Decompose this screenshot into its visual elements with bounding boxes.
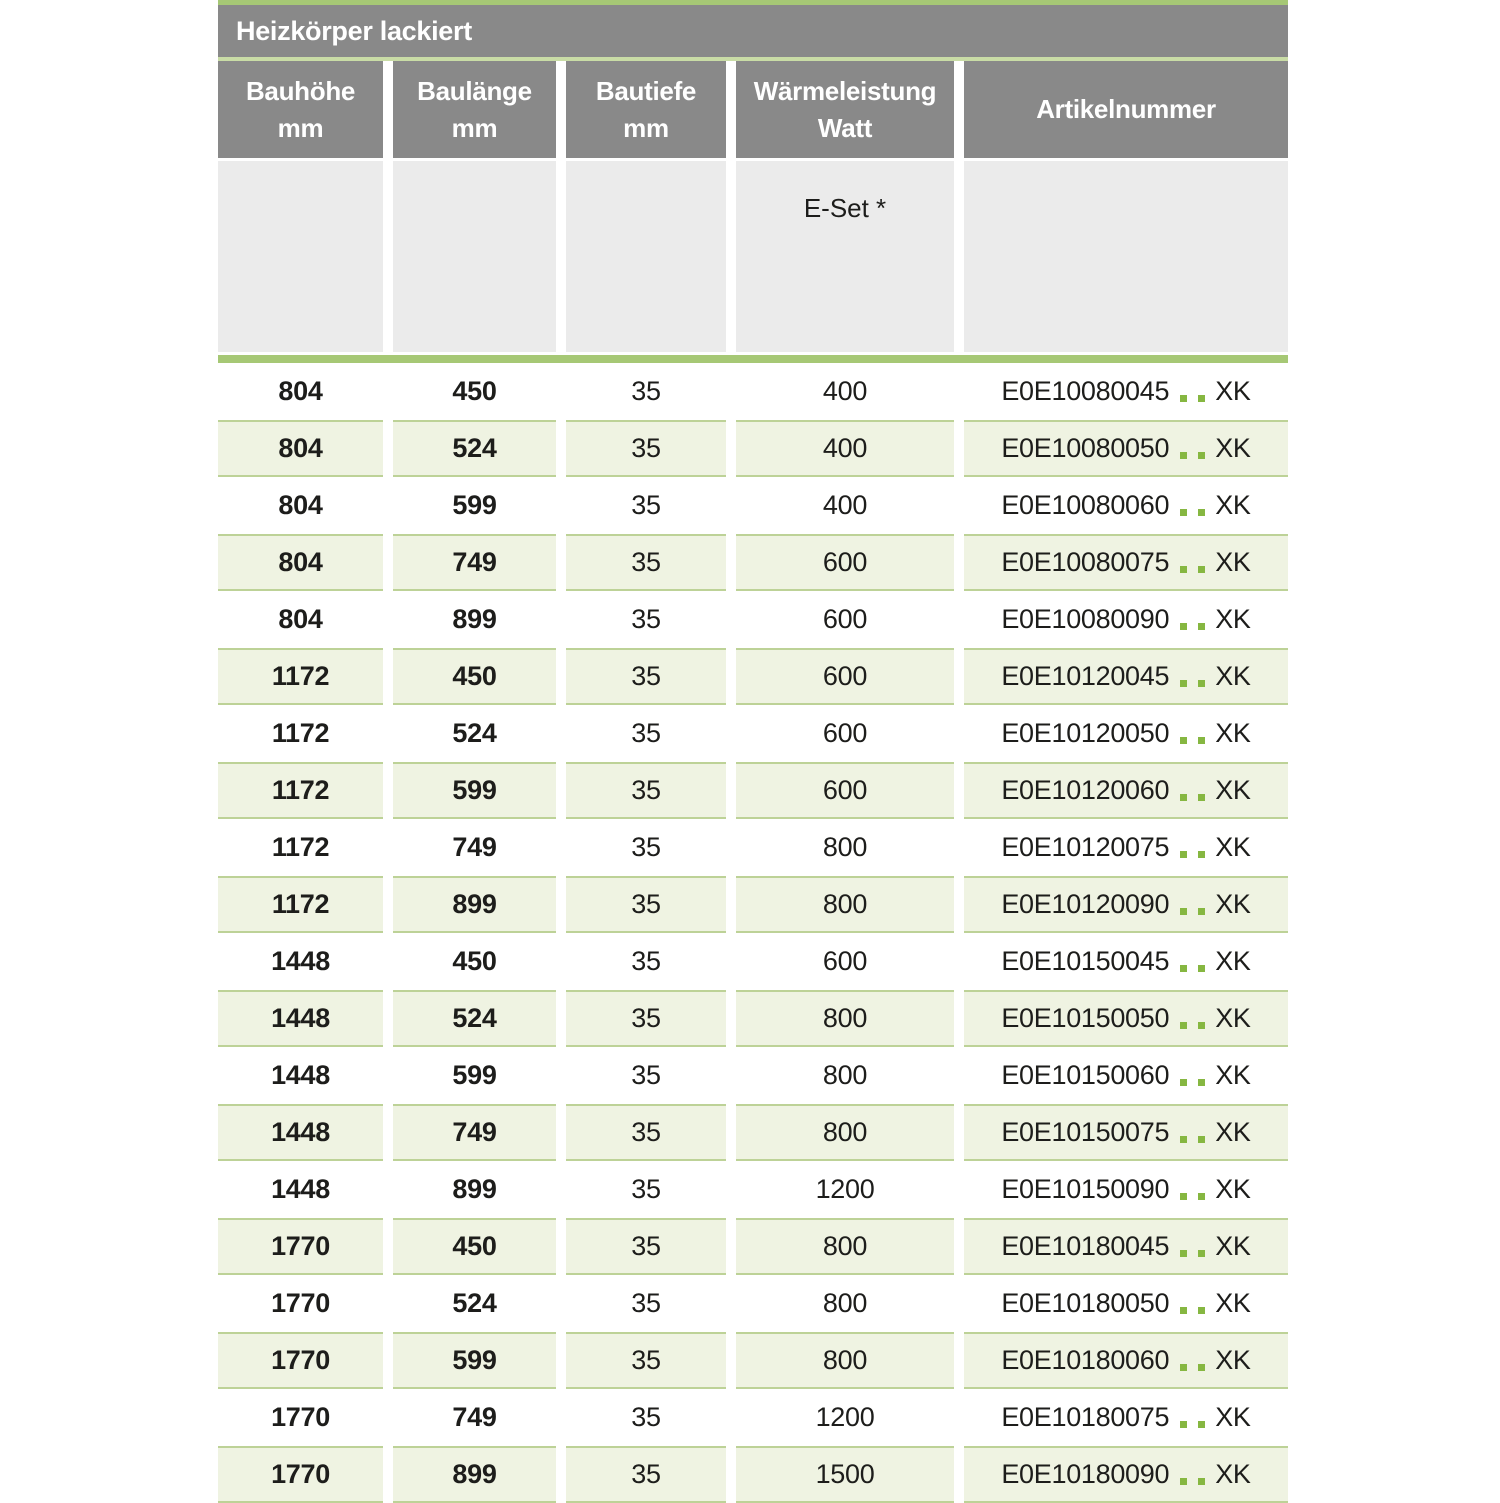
cell-bautiefe: 35 — [631, 604, 661, 634]
cell-baulaenge: 450 — [452, 376, 497, 406]
cell-baulaenge: 749 — [452, 1402, 497, 1432]
cell-baulaenge: 749 — [393, 1104, 556, 1161]
cell-watt: 600 — [822, 946, 868, 976]
cell-baulaenge: 450 — [393, 648, 556, 705]
artikelnummer-suffix: XK — [1215, 832, 1251, 862]
cell-artikelnummer — [964, 762, 1288, 819]
artikelnummer-suffix: XK — [1215, 718, 1251, 748]
artikelnummer-prefix: E0E10150090 — [1001, 1174, 1170, 1204]
artikelnummer-suffix: XK — [1215, 946, 1251, 976]
artikelnummer-suffix: XK — [1215, 661, 1251, 691]
cell-bauhoehe: 1172 — [218, 876, 383, 933]
subheader-cell-waermeleistung — [736, 161, 954, 352]
green-dot-icon — [1180, 1478, 1187, 1485]
green-dot-icon — [1180, 395, 1187, 402]
green-dot-icon — [1180, 1307, 1187, 1314]
cell-baulaenge: 599 — [393, 1332, 556, 1389]
green-dot-icon — [1198, 452, 1205, 459]
green-dot-icon — [1180, 1250, 1187, 1257]
cell-watt: 600 — [736, 762, 954, 819]
cell-bautiefe: 35 — [566, 420, 726, 477]
column-header-bautiefe — [566, 61, 726, 158]
subheader-cell-artikelnummer — [964, 161, 1288, 352]
table-row — [218, 1332, 1288, 1389]
column-header-waermeleistung — [736, 61, 954, 158]
artikelnummer-suffix: XK — [1215, 490, 1251, 520]
green-dot-icon — [1198, 1307, 1205, 1314]
artikelnummer-suffix: XK — [1215, 376, 1251, 406]
green-dot-icon — [1198, 1364, 1205, 1371]
cell-baulaenge: 524 — [393, 420, 556, 477]
column-header-label: Baulänge — [417, 75, 532, 106]
cell-watt: 1200 — [815, 1402, 875, 1432]
green-dot-icon — [1198, 395, 1205, 402]
cell-bauhoehe: 1172 — [271, 832, 330, 862]
table-row — [218, 990, 1288, 1047]
cell-bautiefe: 35 — [566, 762, 726, 819]
subheader-cell-bautiefe — [566, 161, 726, 352]
cell-watt: 800 — [736, 1332, 954, 1389]
cell-bautiefe: 35 — [631, 376, 661, 406]
cell-baulaenge: 524 — [393, 990, 556, 1047]
green-dot-icon — [1198, 794, 1205, 801]
cell-bauhoehe: 804 — [278, 490, 323, 520]
green-dot-icon — [1198, 1193, 1205, 1200]
table-row — [218, 477, 1288, 534]
cell-artikelnummer — [964, 1332, 1288, 1389]
column-header-unit: mm — [277, 112, 324, 143]
cell-bautiefe: 35 — [566, 876, 726, 933]
green-dot-icon — [1198, 566, 1205, 573]
cell-watt: 400 — [736, 420, 954, 477]
cell-artikelnummer — [964, 534, 1288, 591]
cell-bauhoehe: 1448 — [218, 1104, 383, 1161]
cell-bautiefe: 35 — [566, 990, 726, 1047]
artikelnummer-prefix: E0E10080060 — [1001, 490, 1170, 520]
artikelnummer-prefix: E0E10080050 — [1001, 433, 1170, 463]
cell-artikelnummer — [964, 1446, 1288, 1503]
green-dot-icon — [1198, 851, 1205, 858]
table-row — [218, 819, 1288, 876]
cell-bautiefe: 35 — [566, 534, 726, 591]
artikelnummer-prefix: E0E10180045 — [1001, 1231, 1170, 1261]
green-dot-icon — [1198, 1421, 1205, 1428]
cell-watt: 800 — [822, 1060, 868, 1090]
green-dot-icon — [1198, 908, 1205, 915]
cell-watt: 800 — [736, 1218, 954, 1275]
cell-bautiefe: 35 — [566, 1218, 726, 1275]
cell-baulaenge: 899 — [452, 1174, 497, 1204]
artikelnummer-suffix: XK — [1215, 1345, 1251, 1375]
cell-bautiefe: 35 — [631, 1174, 661, 1204]
cell-watt: 600 — [736, 534, 954, 591]
cell-bauhoehe: 1770 — [218, 1332, 383, 1389]
cell-watt: 800 — [736, 1104, 954, 1161]
cell-artikelnummer — [964, 648, 1288, 705]
column-header-bauhoehe — [218, 61, 383, 158]
green-dot-icon — [1180, 1421, 1187, 1428]
artikelnummer-prefix: E0E10080045 — [1001, 376, 1170, 406]
table-row — [218, 534, 1288, 591]
header-body-separator-bar — [218, 355, 1288, 363]
cell-bautiefe: 35 — [631, 1288, 661, 1318]
green-dot-icon — [1180, 908, 1187, 915]
table-title: Heizkörper lackiert — [236, 15, 472, 46]
cell-bauhoehe: 1770 — [218, 1446, 383, 1503]
column-header-baulaenge — [393, 61, 556, 158]
artikelnummer-prefix: E0E10120050 — [1001, 718, 1170, 748]
cell-bautiefe: 35 — [631, 490, 661, 520]
green-dot-icon — [1180, 965, 1187, 972]
green-dot-icon — [1198, 623, 1205, 630]
green-dot-icon — [1180, 1079, 1187, 1086]
green-dot-icon — [1198, 680, 1205, 687]
cell-bauhoehe: 804 — [218, 420, 383, 477]
artikelnummer-suffix: XK — [1215, 1174, 1251, 1204]
cell-bauhoehe: 1172 — [271, 718, 330, 748]
artikelnummer-prefix: E0E10150060 — [1001, 1060, 1170, 1090]
cell-bauhoehe: 804 — [218, 534, 383, 591]
artikelnummer-prefix: E0E10120060 — [1001, 775, 1170, 805]
column-header-artikelnummer — [964, 61, 1288, 158]
cell-bauhoehe: 804 — [278, 376, 323, 406]
artikelnummer-suffix: XK — [1215, 433, 1251, 463]
cell-bautiefe: 35 — [631, 832, 661, 862]
cell-bautiefe: 35 — [566, 1104, 726, 1161]
column-header-label: Artikelnummer — [1036, 94, 1216, 124]
table-row — [218, 648, 1288, 705]
cell-bauhoehe: 1448 — [218, 990, 383, 1047]
column-header-unit: Watt — [817, 112, 873, 143]
column-header-label: Bauhöhe — [245, 75, 356, 106]
green-dot-icon — [1180, 680, 1187, 687]
cell-bautiefe: 35 — [631, 1402, 661, 1432]
product-table — [218, 0, 1288, 1503]
green-dot-icon — [1198, 737, 1205, 744]
cell-bautiefe: 35 — [631, 718, 661, 748]
green-dot-icon — [1180, 566, 1187, 573]
column-header-unit: mm — [623, 112, 669, 143]
cell-baulaenge: 899 — [393, 876, 556, 933]
cell-artikelnummer — [964, 1218, 1288, 1275]
cell-baulaenge: 599 — [393, 762, 556, 819]
table-row — [218, 762, 1288, 819]
cell-bautiefe: 35 — [631, 946, 661, 976]
cell-watt: 600 — [736, 648, 954, 705]
subheader-cell-baulaenge — [393, 161, 556, 352]
eset-note: E-Set * — [803, 193, 887, 223]
cell-bautiefe: 35 — [566, 648, 726, 705]
cell-artikelnummer — [964, 1275, 1288, 1332]
table-row — [218, 1389, 1288, 1446]
table-row — [218, 363, 1288, 420]
artikelnummer-prefix: E0E10180060 — [1001, 1345, 1170, 1375]
table-row — [218, 933, 1288, 990]
green-dot-icon — [1180, 509, 1187, 516]
artikelnummer-prefix: E0E10080090 — [1001, 604, 1170, 634]
cell-bauhoehe: 804 — [278, 604, 323, 634]
artikelnummer-suffix: XK — [1215, 1117, 1251, 1147]
green-dot-icon — [1198, 1250, 1205, 1257]
table-row — [218, 1047, 1288, 1104]
artikelnummer-suffix: XK — [1215, 1288, 1251, 1318]
cell-bauhoehe: 1448 — [271, 1174, 330, 1204]
cell-baulaenge: 749 — [393, 534, 556, 591]
subheader-cell-bauhoehe — [218, 161, 383, 352]
artikelnummer-suffix: XK — [1215, 604, 1251, 634]
table-title-bar — [218, 5, 1288, 57]
cell-bauhoehe: 1770 — [218, 1218, 383, 1275]
table-row — [218, 1218, 1288, 1275]
green-dot-icon — [1180, 851, 1187, 858]
artikelnummer-suffix: XK — [1215, 1003, 1251, 1033]
cell-bauhoehe: 1770 — [271, 1402, 330, 1432]
green-dot-icon — [1198, 1478, 1205, 1485]
artikelnummer-suffix: XK — [1215, 1459, 1251, 1489]
artikelnummer-prefix: E0E10180050 — [1001, 1288, 1170, 1318]
artikelnummer-prefix: E0E10150050 — [1001, 1003, 1170, 1033]
cell-baulaenge: 450 — [452, 946, 497, 976]
green-dot-icon — [1180, 794, 1187, 801]
cell-bauhoehe: 1448 — [271, 1060, 330, 1090]
table-row — [218, 591, 1288, 648]
cell-watt: 800 — [736, 876, 954, 933]
column-header-label: Bautiefe — [595, 75, 697, 106]
cell-artikelnummer — [964, 705, 1288, 762]
cell-watt: 800 — [822, 1288, 868, 1318]
green-dot-icon — [1198, 1079, 1205, 1086]
cell-baulaenge: 899 — [452, 604, 497, 634]
table-row — [218, 1104, 1288, 1161]
green-dot-icon — [1198, 1022, 1205, 1029]
table-row — [218, 420, 1288, 477]
cell-baulaenge: 749 — [452, 832, 497, 862]
artikelnummer-suffix: XK — [1215, 775, 1251, 805]
table-row — [218, 1446, 1288, 1503]
artikelnummer-suffix: XK — [1215, 1231, 1251, 1261]
artikelnummer-prefix: E0E10150075 — [1001, 1117, 1170, 1147]
cell-watt: 800 — [822, 832, 868, 862]
cell-bautiefe: 35 — [566, 1446, 726, 1503]
cell-artikelnummer — [964, 591, 1288, 648]
cell-artikelnummer — [964, 1161, 1288, 1218]
cell-watt: 800 — [736, 990, 954, 1047]
cell-artikelnummer — [964, 1104, 1288, 1161]
green-dot-icon — [1180, 1193, 1187, 1200]
cell-watt: 400 — [822, 376, 868, 406]
cell-artikelnummer — [964, 420, 1288, 477]
cell-artikelnummer — [964, 1047, 1288, 1104]
green-dot-icon — [1198, 509, 1205, 516]
table-header-row — [218, 61, 1288, 158]
artikelnummer-suffix: XK — [1215, 889, 1251, 919]
artikelnummer-prefix: E0E10180090 — [1001, 1459, 1170, 1489]
green-dot-icon — [1180, 452, 1187, 459]
table-row — [218, 876, 1288, 933]
artikelnummer-prefix: E0E10120075 — [1001, 832, 1170, 862]
column-header-label: Wärmeleistung — [753, 75, 937, 106]
cell-bauhoehe: 1770 — [271, 1288, 330, 1318]
artikelnummer-prefix: E0E10080075 — [1001, 547, 1170, 577]
green-dot-icon — [1180, 737, 1187, 744]
green-dot-icon — [1180, 1022, 1187, 1029]
artikelnummer-suffix: XK — [1215, 547, 1251, 577]
table-subheader-row — [218, 161, 1288, 352]
cell-watt: 600 — [822, 718, 868, 748]
green-dot-icon — [1180, 1364, 1187, 1371]
cell-bautiefe: 35 — [631, 1060, 661, 1090]
cell-watt: 600 — [822, 604, 868, 634]
table-row — [218, 1275, 1288, 1332]
artikelnummer-suffix: XK — [1215, 1402, 1251, 1432]
cell-artikelnummer — [964, 477, 1288, 534]
cell-watt: 400 — [822, 490, 868, 520]
cell-baulaenge: 599 — [452, 490, 497, 520]
cell-bauhoehe: 1448 — [271, 946, 330, 976]
cell-artikelnummer — [964, 876, 1288, 933]
column-header-unit: mm — [451, 112, 498, 143]
green-dot-icon — [1198, 1136, 1205, 1143]
table-row — [218, 705, 1288, 762]
cell-bauhoehe: 1172 — [218, 762, 383, 819]
green-dot-icon — [1198, 965, 1205, 972]
cell-baulaenge: 524 — [452, 718, 497, 748]
artikelnummer-prefix: E0E10120045 — [1001, 661, 1170, 691]
cell-bauhoehe: 1172 — [218, 648, 383, 705]
cell-artikelnummer — [964, 819, 1288, 876]
table-body — [218, 363, 1288, 1503]
cell-artikelnummer — [964, 990, 1288, 1047]
cell-bautiefe: 35 — [566, 1332, 726, 1389]
artikelnummer-prefix: E0E10180075 — [1001, 1402, 1170, 1432]
cell-artikelnummer — [964, 1389, 1288, 1446]
cell-artikelnummer — [964, 933, 1288, 990]
cell-baulaenge: 899 — [393, 1446, 556, 1503]
artikelnummer-prefix: E0E10150045 — [1001, 946, 1170, 976]
cell-watt: 1500 — [736, 1446, 954, 1503]
green-dot-icon — [1180, 1136, 1187, 1143]
cell-baulaenge: 599 — [452, 1060, 497, 1090]
green-dot-icon — [1180, 623, 1187, 630]
table-row — [218, 1161, 1288, 1218]
cell-artikelnummer — [964, 363, 1288, 420]
artikelnummer-prefix: E0E10120090 — [1001, 889, 1170, 919]
cell-baulaenge: 524 — [452, 1288, 497, 1318]
cell-baulaenge: 450 — [393, 1218, 556, 1275]
artikelnummer-suffix: XK — [1215, 1060, 1251, 1090]
cell-watt: 1200 — [815, 1174, 875, 1204]
